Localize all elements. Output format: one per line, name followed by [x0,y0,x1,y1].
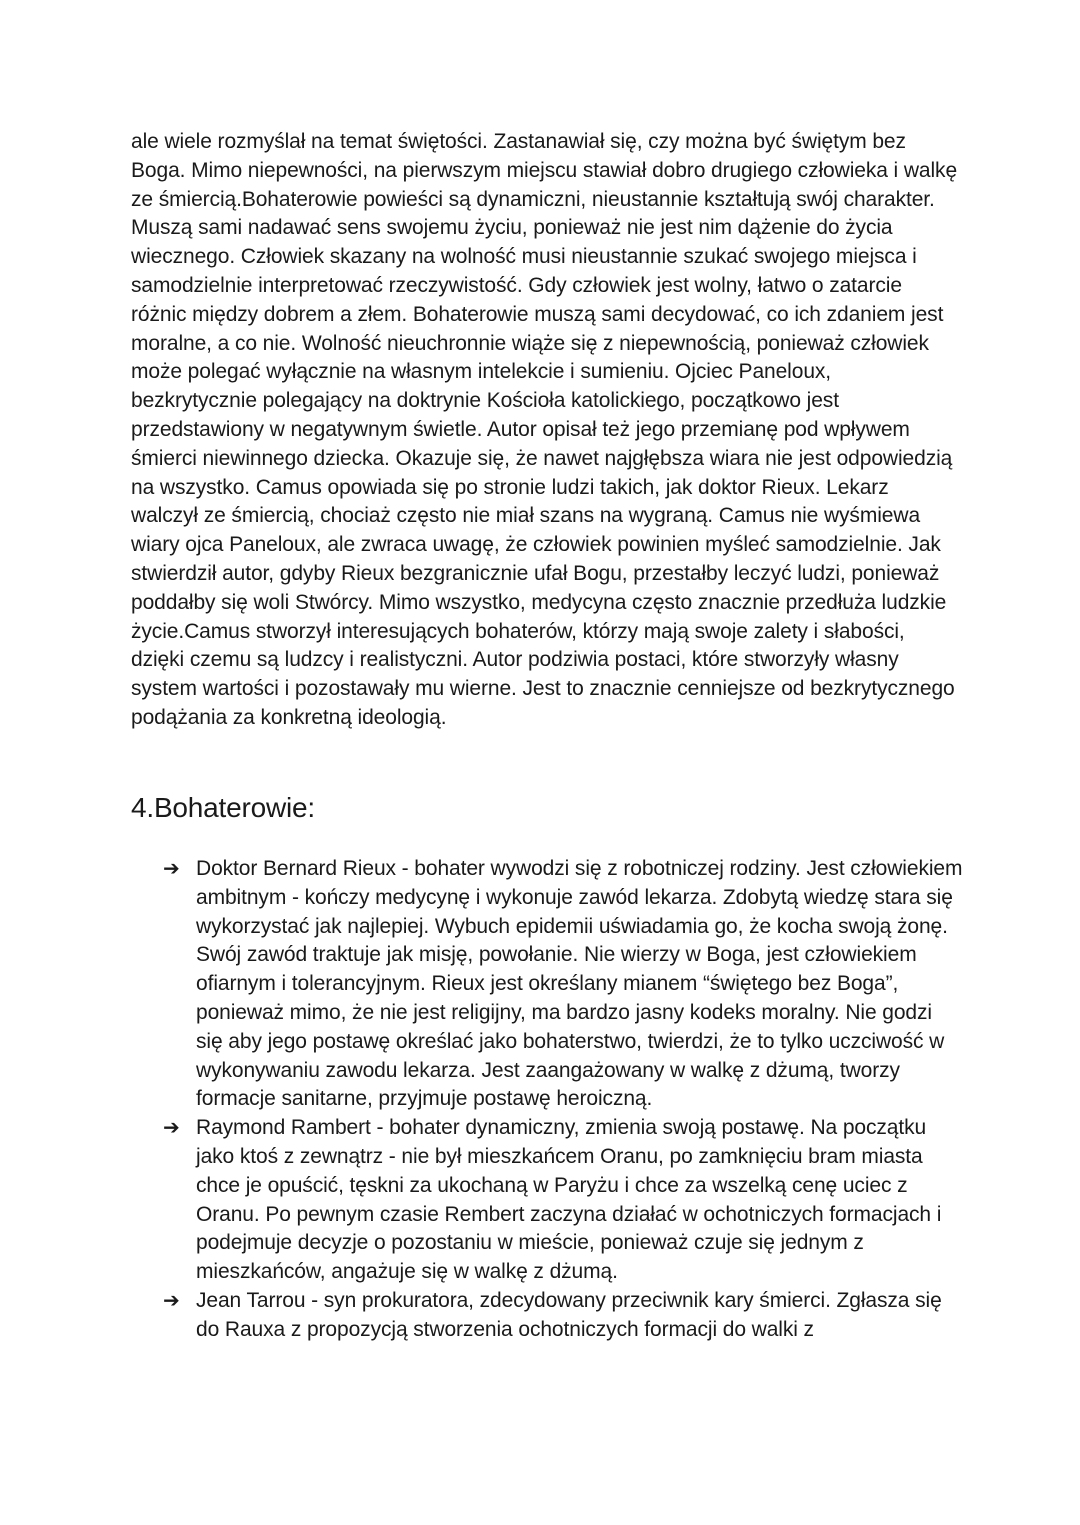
arrow-right-icon: ➔ [163,1117,180,1140]
section-heading: 4.Bohaterowie: [131,792,315,823]
arrow-right-icon: ➔ [163,858,180,880]
hero-description: Jean Tarrou - syn prokuratora, zdecydowany przeciwnik kary śmierci. Zgłasza się do Rauxa z propozycją stworzenia ochotniczych formacji do walki z [196,1288,942,1341]
hero-description: Doktor Bernard Rieux - bohater wywodzi się z robotniczej rodziny. Jest człowiekiem ambitnym - kończy medycynę i wykonuje zawód lekarza. Zdobytą wiedzę stara się wykorzystać jak najlepiej. Wybuch epidemii uświadamia go, że kocha swoją żonę. Swój zawód traktuje jak misję, powołanie. Nie wierzy w Boga, jest człowiekiem ofiarnym i tolerancyjnym. Rieux jest określany mianem “świętego bez Boga”, ponieważ mimo, że nie jest religijny, ma bardzo jasny kodeks moralny. Nie godzi się aby jego postawę określać jako bohaterstwo, twierdzi, że to tylko uczciwość w wykonywaniu zawodu lekarza. Jest zaangażowany w walkę z dżumą, tworzy formacje sanitarne, przyjmuje postawę heroiczną. [196,857,963,1111]
body-paragraph: ale wiele rozmyślał na temat świętości. Zastanawiał się, czy można być świętym bez Boga. Mimo niepewności, na pierwszym miejscu stawiał dobro drugiego człowieka i walkę ze śmiercią.Bohaterowie powieści są dynamiczni, nieustannie kształtują swój charakter. Muszą sami nadawać sens swojemu życiu, ponieważ nie jest nim dążenie do życia wiecznego. Człowiek skazany na wolność musi nieustannie szukać swojego miejsca i samodzielnie interpretować rzeczywistość. Gdy człowiek jest wolny, łatwo o zatarcie różnic między dobrem a złem. Bohaterowie muszą sami decydować, co ich zdaniem jest moralne, a co nie. Wolność nieuchronnie wiąże się z niepewnością, ponieważ człowiek może polegać wyłącznie na własnym intelekcie i sumieniu. Ojciec Paneloux, bezkrytycznie polegający na doktrynie Kościoła katolickiego, początkowo jest przedstawiony w negatywnym świetle. Autor opisał też jego przemianę pod wpływem śmierci niewinnego dziecka. Okazuje się, że nawet najgłębsza wiara nie jest odpowiedzią na wszystko. Camus opowiada się po stronie ludzi takich, jak doktor Rieux. Lekarz walczył ze śmiercią, chociaż często nie miał szans na wygraną. Camus nie wyśmiewa wiary ojca Paneloux, ale zwraca uwagę, że człowiek powinien myśleć samodzielnie. Jak stwierdził autor, gdyby Rieux bezgranicznie ufał Bogu, przestałby leczyć ludzi, ponieważ poddałby się woli Stwórcy. Mimo wszystko, medycyna często znacznie przedłuża ludzkie życie.Camus stworzył interesujących bohaterów, którzy mają swoje zalety i słabości, dzięki czemu są ludzcy i realistyczni. Autor podziwia postaci, które stworzyły własny system wartości i pozostawały mu wierne. Jest to znacznie cenniejsze od bezkrytycznego podążania za konkretną ideologią. [131,130,958,729]
list-item [163,855,963,1114]
hero-description: Raymond Rambert - bohater dynamiczny, zmienia swoją postawę. Na początku jako ktoś z zewnątrz - nie był mieszkańcem Oranu, po zamknięciu bram miasta chce je opuścić, tęskni za ukochaną w Paryżu i chce za wszelką cenę uciec z Oranu. Po pewnym czasie Rembert zaczyna działać w ochotniczych formacjach i podejmuje decyzje o pozostaniu w mieście, ponieważ czuje się jednym z mieszkańców, angażuje się w walkę z dżumą. [196,1116,942,1284]
arrow-right-icon: ➔ [163,1289,180,1312]
list-item [163,1287,963,1345]
heroes-list [163,855,963,1345]
list-item [163,1114,963,1287]
